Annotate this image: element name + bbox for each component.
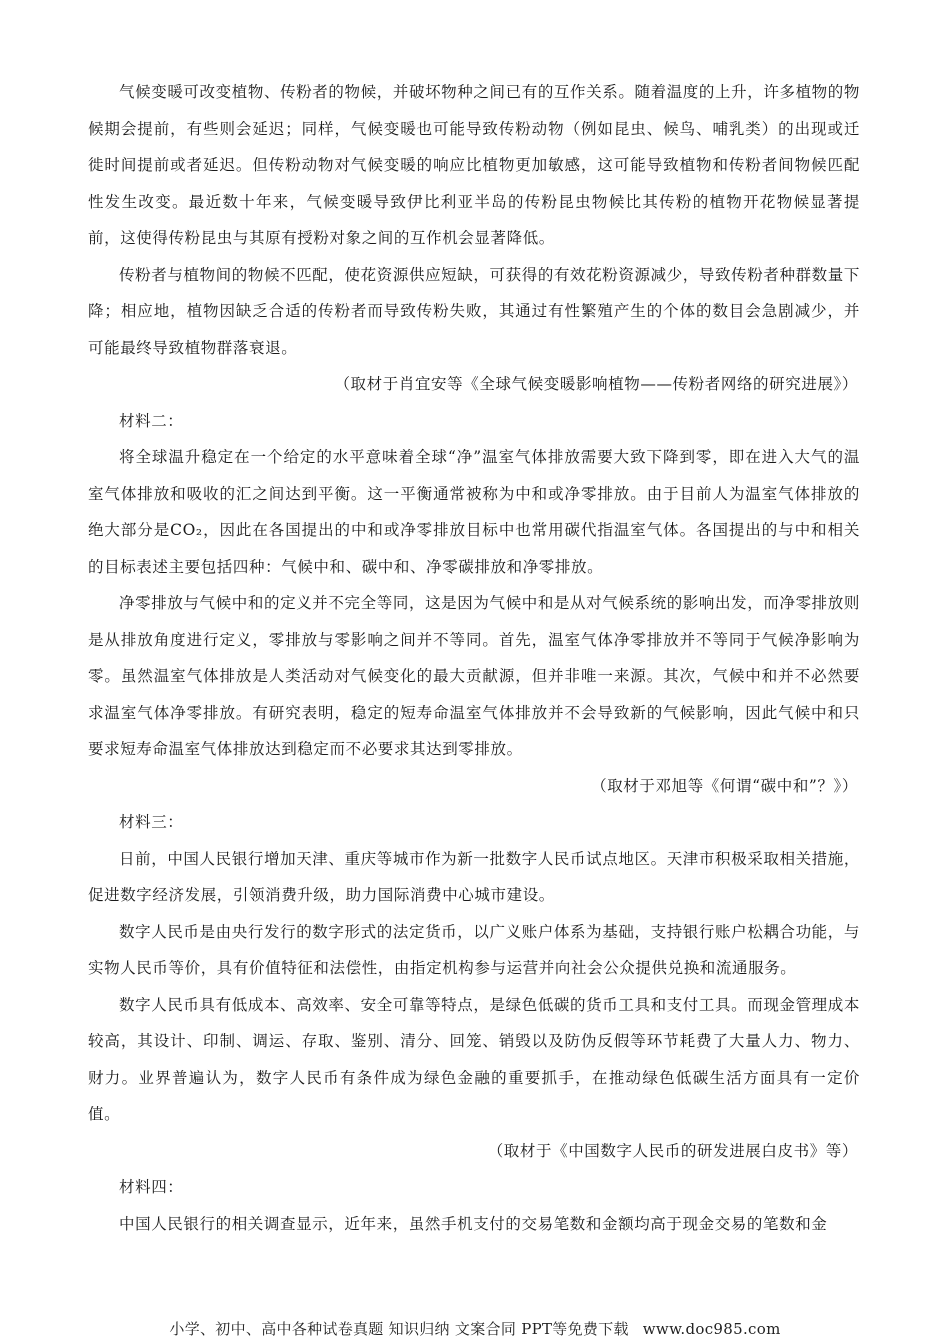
paragraph-3: 将全球温升稳定在一个给定的水平意味着全球“净”温室气体排放需要大致下降到零，即在进入大气的温室气体排放和吸收的汇之间达到平衡。这一平衡通常被称为中和或净零排放。由于目前人为温室气体排放的绝大部分是CO₂，因此在各国提出的中和或净零排放目标中也常用碳代指温室气体。各国提出的与中和相关的目标表述主要包括四种：气候中和、碳中和、净零碳排放和净零排放。	[88, 448, 860, 576]
material-2-label: 材料二：	[119, 411, 184, 430]
source-citation-3: （取材于《中国数字人民币的研发进展白皮书》等）	[487, 1141, 858, 1160]
source-citation-1: （取材于肖宜安等《全球气候变暖影响植物——传粉者网络的研究进展》）	[334, 375, 858, 393]
paragraph-2: 传粉者与植物间的物候不匹配，使花资源供应短缺，可获得的有效花粉资源减少，导致传粉者种群数量下降；相应地，植物因缺乏合适的传粉者而导致传粉失败，其通过有性繁殖产生的个体的数目会急剧减少，并可能最终导致植物群落衰退。	[88, 265, 860, 357]
paragraph-1: 气候变暖可改变植物、传粉者的物候，并破坏物种之间已有的互作关系。随着温度的上升，许多植物的物候期会提前，有些则会延迟；同样，气候变暖也可能导致传粉动物（例如昆虫、候鸟、哺乳类）的出现或迁徙时间提前或者延迟。但传粉动物对气候变暖的响应比植物更加敏感，这可能导致植物和传粉者间物候匹配性发生改变。最近数十年来，气候变暖导致伊比利亚半岛的传粉昆虫物候比其传粉的植物开花物候显著提前，这使得传粉昆虫与其原有授粉对象之间的互作机会显著降低。	[88, 83, 860, 247]
paragraph-6: 数字人民币是由央行发行的数字形式的法定货币，以广义账户体系为基础，支持银行账户松耦合功能，与实物人民币等价，具有价值特征和法偿性，由指定机构参与运营并向社会公众提供兑换和流通服务。	[88, 922, 860, 977]
paragraph-4: 净零排放与气候中和的定义并不完全等同，这是因为气候中和是从对气候系统的影响出发，而净零排放则是从排放角度进行定义，零排放与零影响之间并不等同。首先，温室气体净零排放并不等同于气候净影响为零。虽然温室气体排放是人类活动对气候变化的最大贡献源，但并非唯一来源。其次，气候中和并不必然要求温室气体净零排放。有研究表明，稳定的短寿命温室气体排放并不会导致新的气候影响，因此气候中和只要求短寿命温室气体排放达到稳定而不必要求其达到零排放。	[88, 594, 860, 758]
page-footer	[0, 1318, 950, 1339]
document-body	[88, 74, 860, 1242]
material-4-label: 材料四：	[119, 1178, 184, 1196]
footer-site-link[interactable]: www.doc985.com	[642, 1320, 781, 1338]
paragraph-8: 中国人民银行的相关调查显示，近年来，虽然手机支付的交易笔数和金额均高于现金交易的笔数和金	[119, 1214, 828, 1233]
paragraph-7: 数字人民币具有低成本、高效率、安全可靠等特点，是绿色低碳的货币工具和支付工具。而现金管理成本较高，其设计、印制、调运、存取、鉴别、清分、回笼、销毁以及防伪反假等环节耗费了大量人力、物力、财力。业界普遍认为，数字人民币有条件成为绿色金融的重要抓手，在推动绿色低碳生活方面具有一定价值。	[88, 995, 860, 1123]
material-3-label: 材料三：	[119, 813, 184, 831]
source-citation-2: （取材于邓旭等《何谓“碳中和”？》）	[591, 776, 858, 795]
footer-text: 小学、初中、高中各种试卷真题 知识归纳 文案合同 PPT等免费下载	[169, 1320, 629, 1338]
paragraph-5: 日前，中国人民银行增加天津、重庆等城市作为新一批数字人民币试点地区。天津市积极采取相关措施，促进数字经济发展，引领消费升级，助力国际消费中心城市建设。	[88, 849, 860, 904]
